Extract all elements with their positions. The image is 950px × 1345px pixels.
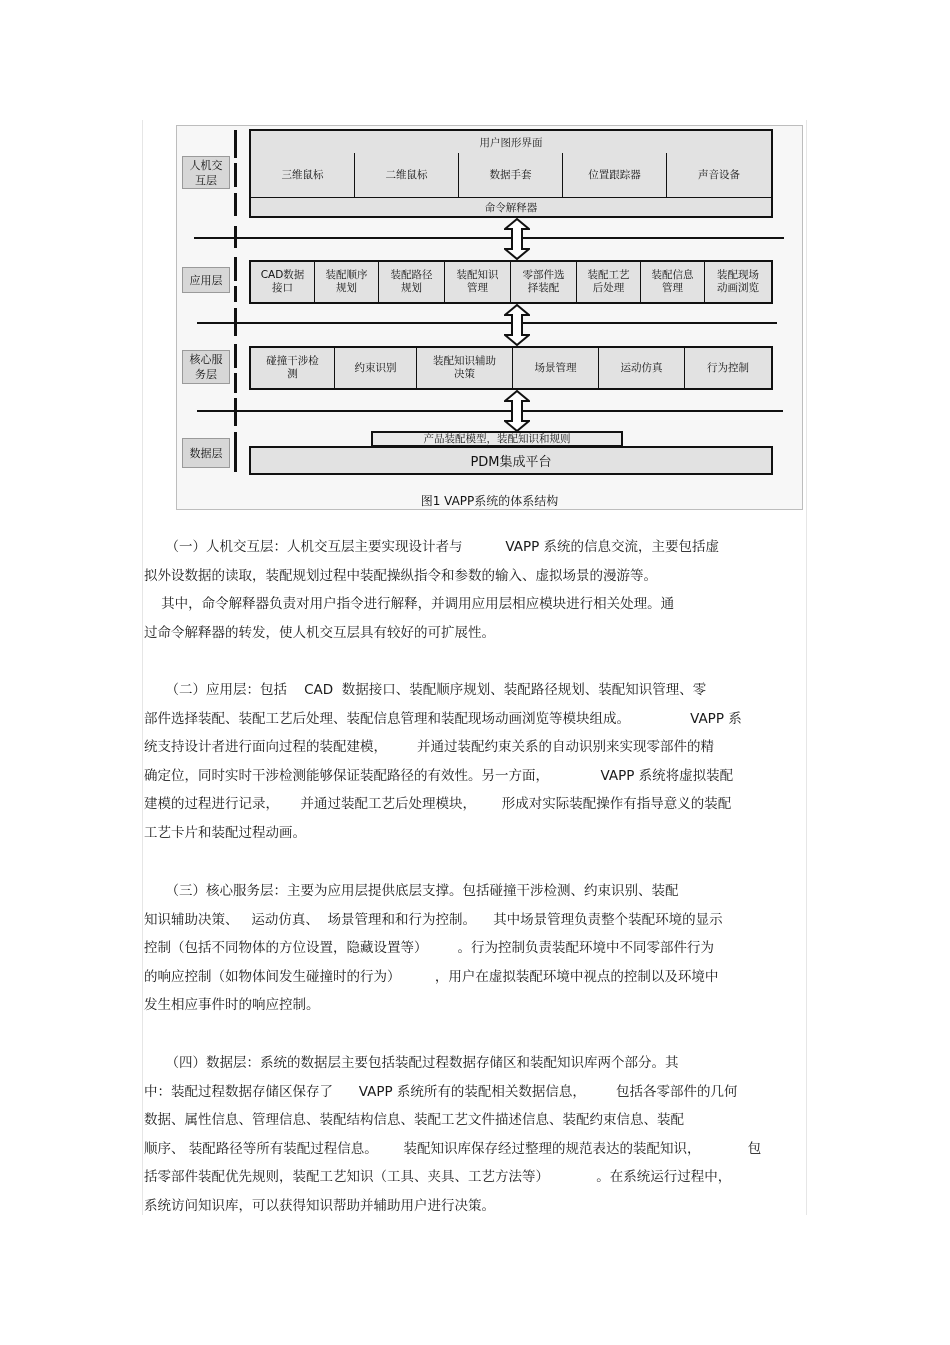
text-line: 工艺卡片和装配过程动画。: [144, 824, 306, 841]
text-line: 系统访问知识库，可以获得知识帮助并辅助用户进行决策。: [144, 1197, 495, 1214]
app-item: 零部件选 择装配: [511, 262, 577, 302]
hci-item-position-tracker: 位置跟踪器: [563, 153, 667, 197]
core-item: 碰撞干涉检 测: [251, 348, 335, 388]
page-frame-left: [142, 120, 143, 1215]
app-item: 装配现场 动画浏览: [705, 262, 771, 302]
pdm-platform-label: PDM集成平台: [470, 455, 552, 470]
core-item: 装配知识辅助 决策: [417, 348, 513, 388]
text-line: 中：装配过程数据存储区保存了 VAPP 系统所有的装配相关数据信息， 包括各零部件的几何: [144, 1083, 738, 1100]
text-line: （二）应用层：包括 CAD 数据接口、装配顺序规划、装配路径规划、装配知识管理、零: [144, 682, 707, 698]
hci-item-sound-device: 声音设备: [667, 153, 771, 197]
text-line: 拟外设数据的读取，装配规划过程中装配操纵指令和参数的输入、虚拟场景的漫游等。: [144, 567, 657, 584]
text-line: 数据、属性信息、管理信息、装配结构信息、装配工艺文件描述信息、装配约束信息、装配: [144, 1112, 684, 1128]
command-interpreter: 命令解释器: [484, 201, 538, 214]
bidirectional-arrow-icon: [504, 390, 530, 432]
bidirectional-arrow-icon: [504, 218, 530, 260]
app-item: 装配知识 管理: [445, 262, 511, 302]
text-line: 确定位，同时实时干涉检测能够保证装配路径的有效性。另一方面， VAPP 系统将虚拟装配: [144, 767, 734, 784]
separator-segment: [234, 193, 237, 216]
text-line: 统支持设计者进行面向过程的装配建模， 并通过装配约束关系的自动识别来实现零部件的精: [144, 739, 715, 755]
text-line: 的响应控制（如物体间发生碰撞时的行为） ，用户在虚拟装配环境中视点的控制以及环境中: [144, 968, 719, 985]
separator-segment: [234, 373, 237, 393]
layer-separator: [197, 410, 783, 412]
core-item: 运动仿真: [599, 348, 685, 388]
hci-item-2d-mouse: 二维鼠标: [355, 153, 459, 197]
section-core: [144, 877, 808, 1020]
app-item: CAD数据 接口: [251, 262, 315, 302]
layer-label-data: 数据层: [182, 438, 230, 468]
application-layer-box: [249, 260, 773, 304]
section-hci: [144, 533, 808, 647]
app-item: 装配工艺 后处理: [577, 262, 641, 302]
section-data: [144, 1049, 808, 1220]
text-line: 知识辅助决策、 运动仿真、 场景管理和和行为控制。 其中场景管理负责整个装配环境的显示: [144, 911, 723, 928]
figure-caption: 图1 VAPP系统的体系结构: [420, 494, 559, 508]
app-item: 装配信息 管理: [641, 262, 705, 302]
gui-title: 用户图形界面: [251, 131, 771, 154]
text-line: 发生相应事件时的响应控制。: [144, 997, 320, 1013]
separator-segment: [234, 344, 237, 368]
core-item: 行为控制: [685, 348, 771, 388]
layer-label-core: 核心服 务层: [182, 350, 230, 384]
text-line: 部件选择装配、装配工艺后处理、装配信息管理和装配现场动画浏览等模块组成。 VAPP 系: [144, 710, 742, 727]
layer-label-hci: 人机交 互层: [182, 156, 230, 189]
hci-devices-row: [251, 153, 771, 198]
separator-segment: [234, 286, 237, 302]
text-line: 过命令解释器的转发，使人机交互层具有较好的可扩展性。: [144, 624, 495, 641]
pdm-platform-box: [249, 446, 773, 475]
separator-segment: [234, 257, 237, 281]
text-line: （三）核心服务层：主要为应用层提供底层支撑。包括碰撞干涉检测、约束识别、装配: [144, 883, 679, 899]
separator-segment: [234, 163, 237, 187]
bidirectional-arrow-icon: [504, 304, 530, 346]
text-line: 顺序、 装配路径等所有装配过程信息。 装配知识库保存经过整理的规范表达的装配知识， 包: [144, 1140, 762, 1157]
text-line: 建模的过程进行记录， 并通过装配工艺后处理模块， 形成对实际装配操作有指导意义的装配: [144, 796, 732, 812]
hci-layer-box: [249, 129, 773, 218]
application-row: [251, 262, 771, 302]
layer-label-application: 应用层: [182, 267, 230, 293]
separator-segment: [234, 130, 237, 158]
architecture-figure: [176, 125, 803, 510]
product-model-box: 产品装配模型，装配知识和规则: [371, 431, 623, 447]
section-application: [144, 676, 808, 847]
core-row: [251, 348, 771, 388]
text-line: （四）数据层：系统的数据层主要包括装配过程数据存储区和装配知识库两个部分。其: [144, 1055, 679, 1071]
hci-item-3d-mouse: 三维鼠标: [251, 153, 355, 197]
separator-segment: [234, 398, 237, 426]
text-line: 控制（包括不同物体的方位设置，隐藏设置等） 。行为控制负责装配环境中不同零部件行为: [144, 940, 715, 956]
text-line: 括零部件装配优先规则，装配工艺知识（工具、夹具、工艺方法等） 。在系统运行过程中，: [144, 1169, 732, 1185]
layer-separator: [197, 322, 777, 324]
hci-item-data-glove: 数据手套: [459, 153, 563, 197]
core-item: 约束识别: [335, 348, 417, 388]
app-item: 装配顺序 规划: [315, 262, 379, 302]
text-line: 其中，命令解释器负责对用户指令进行解释，并调用应用层相应模块进行相关处理。通: [144, 596, 675, 612]
core-layer-box: [249, 346, 773, 390]
core-item: 场景管理: [513, 348, 599, 388]
app-item: 装配路径 规划: [379, 262, 445, 302]
layer-separator: [194, 237, 784, 239]
text-line: （一）人机交互层：人机交互层主要实现设计者与 VAPP 系统的信息交流，主要包括虚: [144, 539, 720, 555]
separator-segment: [234, 432, 237, 472]
